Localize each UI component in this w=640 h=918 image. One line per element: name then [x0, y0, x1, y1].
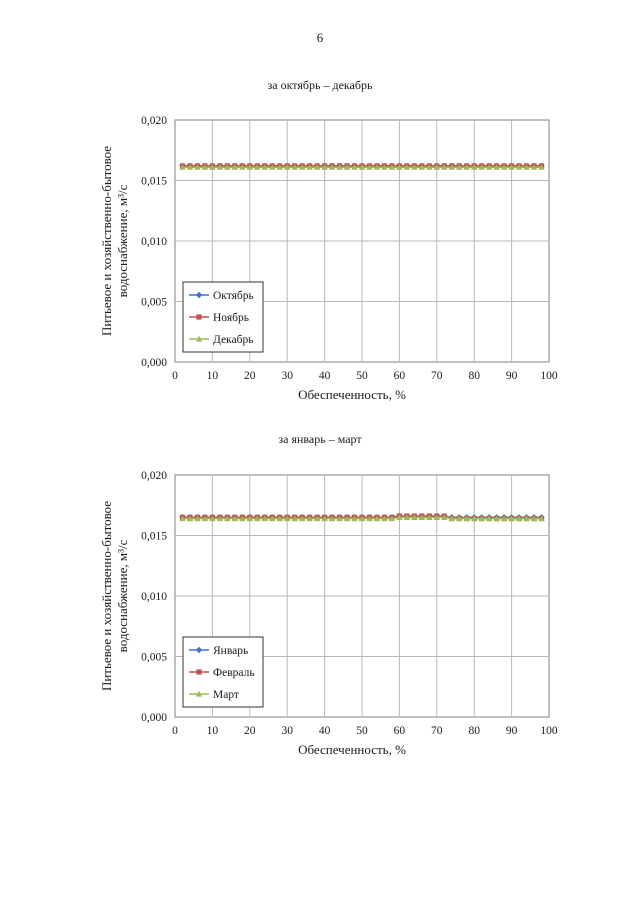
y-tick-label: 0,015 [141, 175, 167, 188]
x-axis-title: Обеспеченность, % [298, 742, 406, 757]
x-tick-label: 0 [172, 725, 178, 737]
legend-swatch-marker [196, 669, 201, 674]
x-tick-label: 70 [431, 370, 443, 382]
y-tick-label: 0,005 [141, 651, 167, 664]
page-number: 6 [316, 30, 324, 45]
x-tick-label: 10 [206, 725, 219, 737]
legend-swatch-marker [196, 314, 201, 319]
x-tick-label: 70 [431, 725, 443, 737]
y-tick-label: 0,010 [141, 236, 167, 248]
x-tick-label: 10 [206, 370, 219, 382]
legend-label: Ноябрь [213, 312, 249, 324]
x-tick-label: 30 [281, 370, 293, 382]
y-tick-label: 0,000 [141, 712, 167, 724]
chart-title-jan-mar: за январь – март [278, 432, 362, 446]
y-tick-label: 0,020 [141, 470, 167, 482]
x-tick-label: 80 [468, 370, 480, 382]
y-axis-title-line1: Питьевое и хозяйственно-бытовое [99, 145, 114, 337]
x-tick-label: 60 [393, 370, 406, 382]
x-tick-label: 40 [318, 370, 331, 382]
x-tick-label: 40 [318, 725, 331, 737]
x-tick-label: 30 [281, 725, 293, 737]
y-tick-label: 0,000 [141, 357, 167, 369]
x-tick-label: 100 [540, 370, 558, 382]
chart-jan-mar [0, 455, 640, 775]
x-tick-label: 80 [468, 725, 480, 737]
chart-oct-dec [0, 100, 640, 420]
x-tick-label: 0 [172, 370, 178, 382]
x-tick-label: 60 [393, 725, 406, 737]
y-tick-label: 0,020 [141, 115, 167, 127]
x-tick-label: 100 [540, 725, 558, 737]
y-axis-title-line1: Питьевое и хозяйственно-бытовое [99, 500, 114, 692]
legend-label: Октябрь [213, 290, 254, 302]
x-axis-title: Обеспеченность, % [298, 387, 406, 402]
x-tick-label: 50 [356, 370, 368, 382]
legend [183, 282, 263, 352]
x-tick-label: 20 [244, 725, 256, 737]
legend-label: Март [213, 689, 239, 701]
x-tick-label: 90 [505, 370, 518, 382]
x-tick-label: 20 [244, 370, 256, 382]
legend-label: Февраль [213, 667, 255, 679]
y-axis-title-line2: водоснабжение, м³/с [115, 184, 130, 298]
legend-label: Декабрь [213, 334, 254, 346]
y-axis-title-line2: водоснабжение, м³/с [115, 539, 130, 653]
chart-title-oct-dec: за октябрь – декабрь [267, 78, 373, 92]
legend [183, 637, 263, 707]
x-tick-label: 90 [505, 725, 518, 737]
legend-label: Январь [213, 645, 249, 657]
y-tick-label: 0,015 [141, 530, 167, 543]
y-tick-label: 0,010 [141, 591, 167, 603]
x-tick-label: 50 [356, 725, 368, 737]
y-tick-label: 0,005 [141, 296, 167, 309]
